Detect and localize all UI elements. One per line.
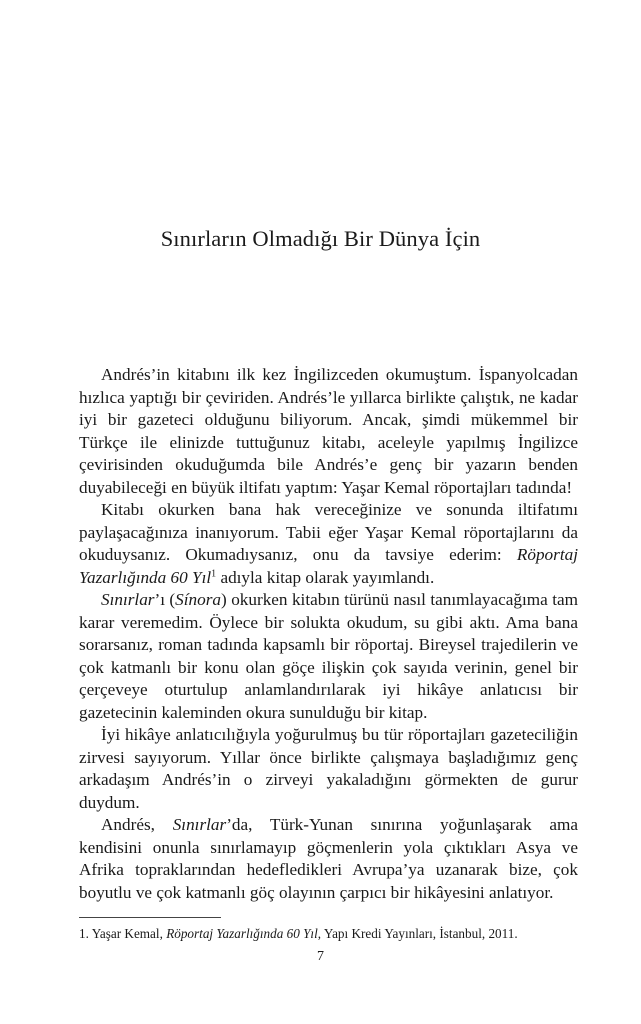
- footnote-marker: 1: [211, 567, 217, 579]
- paragraph-5-text-a: Andrés,: [101, 815, 173, 834]
- footnote-text-b: , Yapı Kredi Yayınları, İstanbul, 2011.: [317, 926, 518, 941]
- footnote-text-a: 1. Yaşar Kemal,: [79, 926, 167, 941]
- page-number: 7: [317, 949, 324, 964]
- book-title-sinora: Sínora: [175, 590, 222, 609]
- book-title-sinirlar: Sınırlar: [101, 590, 155, 609]
- body-text: [79, 364, 578, 904]
- paragraph-3: [79, 589, 578, 724]
- paragraph-1-text: Andrés’in kitabını ilk kez İngilizceden okumuştum. İspanyolcadan hızlıca yaptığı bir çeviriden. Andrés’le yıllarca birlikte çalıştık, ne kadar iyi bir gazeteci olduğunu biliyorum. Ancak, şimdi mükemmel bir Türkçe ile elinizde tuttuğunuz kitabı, aceleyle yapılmış İngilizce çevirisinden okuduğumda bile Andrés’e genç bir yazarın benden duyabileceği en büyük iltifatı yaptım: Yaşar Kemal röportajları tadında!: [79, 365, 578, 497]
- footnote: [79, 925, 578, 942]
- paragraph-5: [79, 814, 578, 904]
- paragraph-5-text-b: ’da, Türk-Yunan sınırına yoğunlaşarak ama kendisini onunla sınırlamayıp göçmenlerin yola çıktıkları Asya ve Afrika topraklarından hedefledikleri Avrupa’ya uzanarak bize, çok boyutlu ve çok katmanlı göç olayının çarpıcı bir hikâyesini anlatıyor.: [79, 815, 578, 902]
- footnote-divider: [79, 917, 221, 918]
- paragraph-3-text-a: ’ı (: [154, 590, 176, 609]
- book-title-sinirlar-2: Sınırlar: [172, 815, 227, 834]
- paragraph-2-text-b: adıyla kitap olarak yayımlandı.: [216, 567, 435, 587]
- book-title-reference: Röportaj Yazarlığında 60 Yıl: [79, 545, 578, 587]
- paragraph-4: [79, 724, 578, 814]
- paragraph-3-text-b: ) okurken kitabın türünü nasıl tanımlayacağıma tam karar veremedim. Öylece bir solukta okudum, su gibi aktı. Ama bana sorarsanız, roman tadında kapsamlı bir röportaj. Bireysel trajedilerin ve çok katmanlı bir konu olan göçe ilişkin çok sayıda verinin, genel bir çerçeveye oturtulup anlamlandırılarak iyi hikâye anlatıcısı bir gazetecinin kaleminden okura sunulduğu bir kitap.: [79, 590, 579, 722]
- paragraph-1: [79, 364, 578, 499]
- footnote-book-title: Röportaj Yazarlığında 60 Yıl: [166, 926, 318, 941]
- paragraph-2-text-a: Kitabı okurken bana hak vereceğinize ve sonunda iltifatımı paylaşacağınıza inanıyorum. Tabii eğer Yaşar Kemal röportajlarını da okuduysanız. Okumadıysanız, onu da tavsiye ederim:: [79, 500, 578, 564]
- paragraph-4-text: İyi hikâye anlatıcılığıyla yoğurulmuş bu tür röportajları gazeteciliğin zirvesi sayıyorum. Yıllar önce birlikte çalışmaya başladığımız genç arkadaşım Andrés’in o zirveyi yakaladığını görmekten de gurur duydum.: [79, 725, 578, 812]
- paragraph-2: [79, 499, 578, 589]
- chapter-title: Sınırların Olmadığı Bir Dünya İçin: [160, 226, 481, 251]
